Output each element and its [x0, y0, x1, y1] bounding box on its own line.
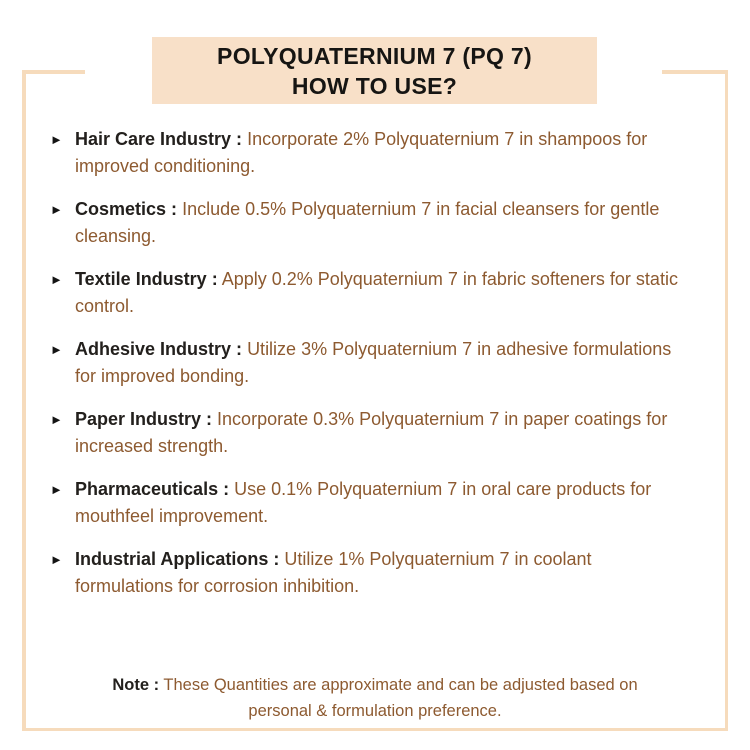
- note-text: These Quantities are approximate and can be adjusted based on personal & formulation preference.: [163, 676, 638, 720]
- list-item: [50, 266, 710, 320]
- item-label: Paper Industry :: [75, 409, 213, 429]
- frame-bottom-line: [22, 728, 728, 732]
- item-description: Apply 0.2% Polyquaternium 7 in fabric softeners for static control.: [75, 269, 678, 316]
- item-description: Incorporate 2% Polyquaternium 7 in shampoos for improved conditioning.: [75, 129, 648, 176]
- item-label: Adhesive Industry :: [75, 339, 243, 359]
- item-label: Industrial Applications :: [75, 549, 280, 569]
- bullet-arrow-icon: ►: [50, 482, 63, 497]
- note-content: [95, 672, 655, 724]
- list-item-text: [75, 336, 687, 390]
- item-description: Incorporate 0.3% Polyquaternium 7 in paper coatings for increased strength.: [75, 409, 668, 456]
- item-label: Cosmetics :: [75, 199, 178, 219]
- item-description: Utilize 1% Polyquaternium 7 in coolant formulations for corrosion inhibition.: [75, 549, 592, 596]
- list-item-text: [75, 476, 687, 530]
- item-description: Include 0.5% Polyquaternium 7 in facial cleansers for gentle cleansing.: [75, 199, 660, 246]
- list-item-text: [75, 126, 687, 180]
- list-item-text: [75, 266, 687, 320]
- bullet-arrow-icon: ►: [50, 342, 63, 357]
- usage-list: [50, 126, 710, 616]
- list-item: [50, 196, 710, 250]
- list-item-text: [75, 406, 687, 460]
- title-line-2: HOW TO USE?: [291, 72, 458, 99]
- title-banner: [152, 37, 597, 104]
- title-line-1: POLYQUATERNIUM 7 (PQ 7): [217, 42, 532, 69]
- bullet-arrow-icon: ►: [50, 412, 63, 427]
- bullet-arrow-icon: ►: [50, 552, 63, 567]
- list-item-text: [75, 546, 687, 600]
- item-description: Utilize 3% Polyquaternium 7 in adhesive formulations for improved bonding.: [75, 339, 672, 386]
- list-item: [50, 126, 710, 180]
- list-item: [50, 476, 710, 530]
- list-item: [50, 406, 710, 460]
- list-item: [50, 336, 710, 390]
- list-item: [50, 546, 710, 600]
- frame-left-line: [22, 70, 26, 731]
- frame-right-line: [725, 70, 729, 731]
- note-label: Note :: [112, 676, 160, 694]
- item-label: Pharmaceuticals :: [75, 479, 230, 499]
- bullet-arrow-icon: ►: [50, 202, 63, 217]
- note: [0, 672, 750, 724]
- frame-top-left-line: [22, 70, 85, 74]
- list-item-text: [75, 196, 687, 250]
- item-label: Textile Industry :: [75, 269, 218, 289]
- bullet-arrow-icon: ►: [50, 132, 63, 147]
- item-label: Hair Care Industry :: [75, 129, 243, 149]
- bullet-arrow-icon: ►: [50, 272, 63, 287]
- frame-top-right-line: [662, 70, 728, 74]
- item-description: Use 0.1% Polyquaternium 7 in oral care products for mouthfeel improvement.: [75, 479, 652, 526]
